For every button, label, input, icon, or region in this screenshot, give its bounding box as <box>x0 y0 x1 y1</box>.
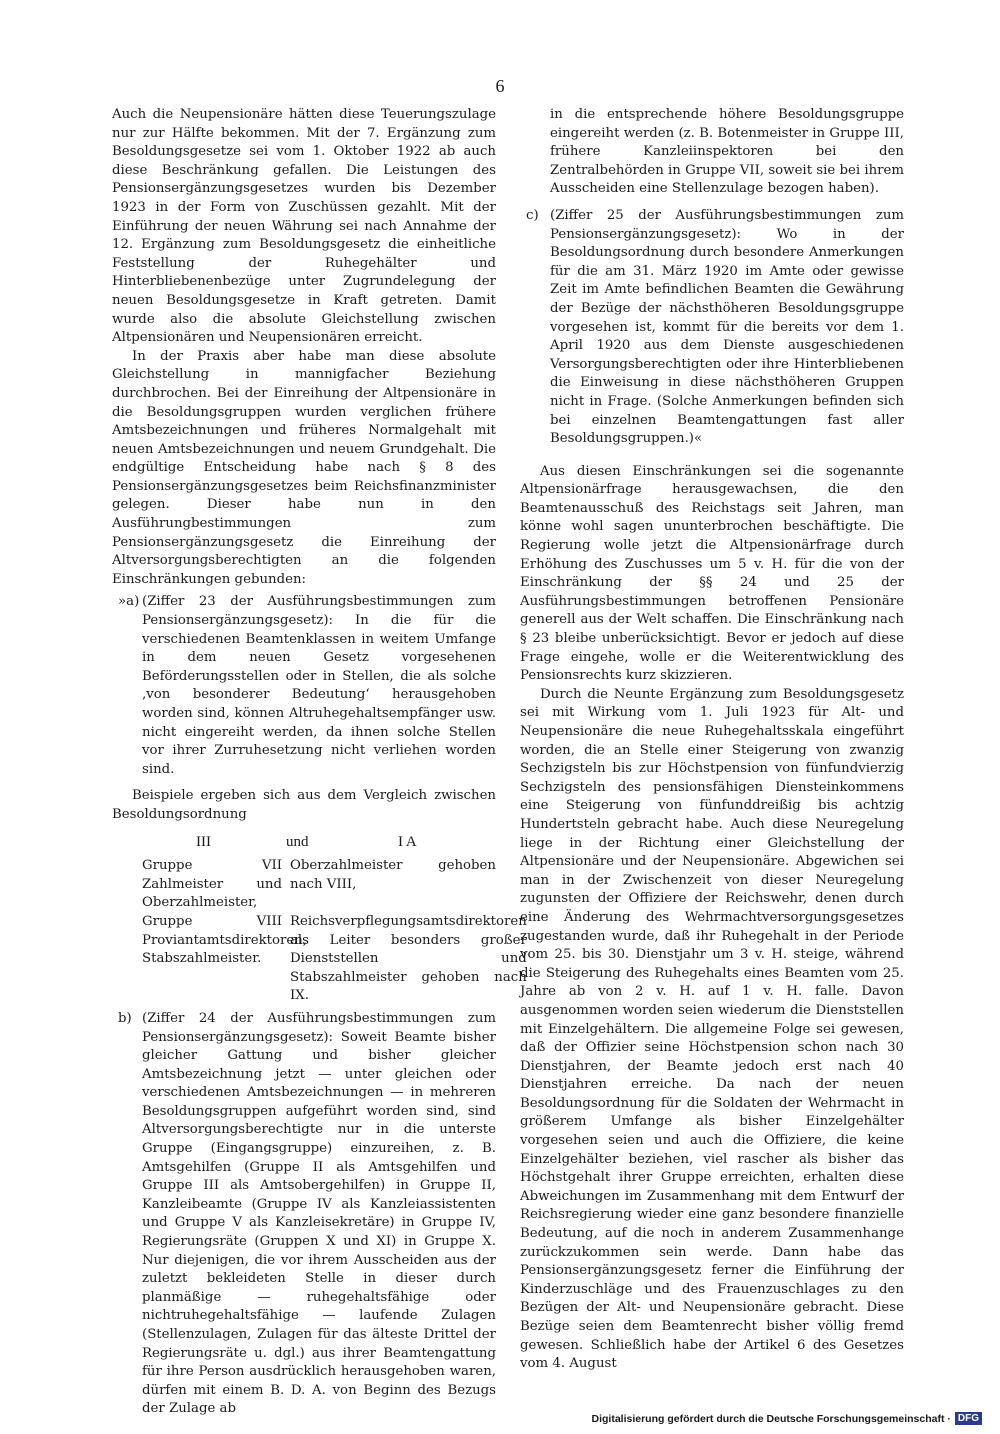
paragraph: Beispiele ergeben sich aus dem Vergleich zwischen Besoldungsordnung <box>112 788 496 822</box>
paragraph: Durch die Neunte Ergänzung zum Besoldungsgesetz sei mit Wirkung vom 1. Juli 1923 für Alt- und Neupensionäre die neue Ruhegehaltsskala eingeführt worden, die an Stelle einer Steigerung von zwanzig Sechzigsteln bis zur Höchstpension von fünfundvierzig Sechzigsteln des pensionsfähigen Diensteinkommens eine Steigerung von fünfunddreißig bis achtzig Hundertsteln gebracht habe. Auch diese Neuregelung liege in der Richtung einer Gleichstellung der Altpensionäre und der Neupensionäre. Abgewichen sei man in der Zwischenzeit von dieser Neuregelung zugunsten der Offiziere der Reichswehr, denen durch eine Änderung des Wehrmachtversorgungsgesetzes zugestanden wurde, daß ihr Ruhegehalt in der Periode vom 25. bis 30. Dienstjahr um 3 v. H. steige, während die Steigerung des Ruhegehalts eines Beamten vom 25. Jahre ab von 2 v. H. auf 1 v. H. falle. Davon ausgenommen worden seien wiederum die Dienststellen mit Einzelgehältern. Die allgemeine Folge sei gewesen, daß der Offizier seine Höchstpension schon nach 30 Dienstjahren, der Beamte jedoch erst nach 40 Dienstjahren erreiche. Da nach der neuen Besoldungsordnung für die Soldaten der Wehrmacht in größerem Umfange als bisher Einzelgehälter vorgesehen seien und auch die Offiziere, die keine Einzelgehälter beziehen, viel rascher als bisher das Höchstgehalt ihrer Gruppe erreichten, erhalten diese Abweichungen im Zusammenhang mit dem Entwurf der Reichsregierung wieder eine ganz besondere finanzielle Bedeutung, auf die noch in anderem Zusammenhange zurückzukommen sein werde. Dann habe das Pensionsergänzungsgesetz ferner die Einführung der Kinderzuschläge und des Frauenzuschlages zu den Bezügen der Alt- und Neupensionäre gebracht. Diese Bezüge seien dem Beamtenrecht bisher völlig fremd gewesen. Schließlich habe der Artikel 6 des Gesetzes vom 4. August <box>520 686 904 1372</box>
page-number: 6 <box>495 76 505 96</box>
digitization-footer <box>592 1412 983 1425</box>
item-text: (Ziffer 24 der Ausführungsbestimmungen zum Pensionsergänzungsgesetz): Soweit Beamte bisher gleicher Gattung und bisher gleicher Amtsbezeichnung jetzt — unter gleichen oder verschiedenen Amtsbezeichnungen — in mehreren Besoldungsgruppen aufgeführt worden sind, sind Altversorgungsberechtigte nur in die unterste Gruppe (Eingangsgruppe) einzureihen, z. B. Amtsgehilfen (Gruppe II als Amtsgehilfen und Gruppe III als Amtsobergehilfen) in Gruppe II, Kanzleibeamte (Gruppe IV als Kanzleiassistenten und Gruppe V als Kanzleisekretäre) in Gruppe IV, Regierungsräte (Gruppen X und XI) in Gruppe X. Nur diejenigen, die vor ihrem Ausscheiden aus der zuletzt bekleideten Stelle in dieser durch planmäßige — ruhegehaltsfähige oder nichtruhegehaltsfähige — laufende Zulagen (Stellenzulagen, Zulagen für das älteste Drittel der Regierungsräte u. dgl.) aus ihrer Beamtengattung für ihre Person ausdrücklich herausgehoben waren, dürfen mit einem B. D. A. von Beginn des Bezugs der Zulage ab <box>142 1010 496 1417</box>
list-item-b <box>112 1010 496 1419</box>
list-item-c <box>520 207 904 449</box>
comparison-cell: Gruppe VIII Proviantamtsdirektoren, Stabszahlmeister. <box>142 913 308 967</box>
comparison-header-mid: und <box>286 833 309 850</box>
item-text: (Ziffer 25 der Ausführungsbestimmungen zum Pensionsergänzungsgesetz): Wo in der Besoldungsordnung durch besondere Anmerkungen für die am 31. März 1920 im Amte oder gewisse Zeit im Amte befindlichen Beamten die Gewährung der Bezüge der nächsthöheren Besoldungsgruppe vorgesehen ist, kommt für die bereits vor dem 1. April 1920 aus dem Dienste ausgeschiedenen Versorgungsberechtigten oder ihre Hinterbliebenen die Einweisung in diese nächsthöheren Gruppen nicht in Frage. (Solche Anmerkungen befinden sich bei einzelnen Beamtengattungen fast aller Besoldungsgruppen.)« <box>550 207 904 447</box>
paragraph: In der Praxis aber habe man diese absolute Gleichstellung in mannigfacher Beziehung durchbrochen. Bei der Einreihung der Altpensionäre in die Besoldungsgruppen wurden verglichen frühere Amtsbezeichnungen und früheres Normalgehalt mit neuen Amtsbezeichnungen und neuem Grundgehalt. Die endgültige Entscheidung habe nach § 8 des Pensionsergänzungsgesetzes beim Reichsfinanzminister gelegen. Dieser habe nun in den Ausführungbestimmungen zum Pensionsergänzungsgesetz die Einreihung der Altversorgungsberechtigten an die folgenden Einschränkungen gebunden: <box>112 348 496 587</box>
paragraph: Auch die Neupensionäre hätten diese Teuerungszulage nur zur Hälfte bekommen. Mit der 7. Ergänzung zum Besoldungsgesetze sei vom 1. Oktober 1922 ab auch diese Beschränkung gefallen. Die Leistungen des Pensionsergänzungsgesetzes wurden bis Dezember 1923 in der Form von Zuschüssen gezahlt. Mit der Einführung der neuen Währung sei nach Annahme der 12. Ergänzung zum Besoldungsgesetz die einheitliche Feststellung der Ruhegehälter und Hinterbliebenenbezüge unter Zugrundelegung der neuen Besoldungsgesetze in Kraft getreten. Damit wurde also die absolute Gleichstellung zwischen Altpensionären und Neupensionären erreicht. <box>112 107 496 346</box>
item-text: (Ziffer 23 der Ausführungsbestimmungen zum Pensionsergänzungsgesetz): In die für die verschiedenen Beamtenklassen in weitem Umfange in dem neuen Gesetz vorgesehenen Beförderungsstellen oder in Stellen, die als solche ‚von besonderer Bedeutung‘ herausgehoben worden sind, können Altruhegehaltsempfänger usw. nicht eingereiht werden, da ihnen solche Stellen vor ihrer Zurruhesetzung nicht verliehen worden sind. <box>142 594 496 777</box>
left-column <box>112 106 527 1419</box>
comparison-row <box>142 857 496 913</box>
item-text: in die entsprechende höhere Besoldungsgruppe eingereiht werden (z. B. Botenmeister in Gruppe III, frühere Kanzleiinspektoren bei den Zentralbehörden in Gruppe VII, soweit sie bei ihrem Ausscheiden eine Stellenzulage bezogen haben). <box>550 107 904 197</box>
item-label: »a) <box>118 594 140 610</box>
list-item-b-continued <box>520 106 904 199</box>
comparison-cell: Reichsverpflegungsamtsdirektoren als Leiter besonders großer Dienststellen und Stabszahlmeister gehoben nach IX. <box>290 913 527 1004</box>
comparison-header-right: I A <box>398 833 417 850</box>
footer-text: Digitalisierung gefördert durch die Deutsche Forschungsgemeinschaft · <box>591 1412 951 1425</box>
comparison-header <box>112 833 496 852</box>
item-label: b) <box>118 1010 132 1026</box>
item-label: c) <box>526 207 539 223</box>
right-column <box>520 106 904 1374</box>
comparison-row <box>142 913 527 1006</box>
comparison-cell: Oberzahlmeister gehoben nach VIII, <box>290 858 496 892</box>
comparison-header-left: III <box>196 833 211 850</box>
comparison-cell: Gruppe VII Zahlmeister und Oberzahlmeister, <box>142 858 282 911</box>
paragraph: Aus diesen Einschränkungen sei die sogenannte Altpensionärfrage herausgewachsen, die den Beamtenausschuß des Reichstags seit Jahren, man könne wohl sagen ununterbrochen beschäftigte. Die Regierung wolle jetzt die Altpensionärfrage durch Erhöhung des Zuschusses um 5 v. H. für die von der Einschränkung der §§ 24 und 25 der Ausführungsbestimmungen betroffenen Pensionäre generell aus der Welt schaffen. Die Einschränkung nach § 23 bleibe unberücksichtigt. Bevor er jedoch auf diese Frage eingehe, wolle er die Weiterentwicklung des Pensionsrechts kurz skizzieren. <box>520 463 904 684</box>
list-item-a <box>112 593 496 779</box>
dfg-logo-icon: DFG <box>955 1412 982 1425</box>
